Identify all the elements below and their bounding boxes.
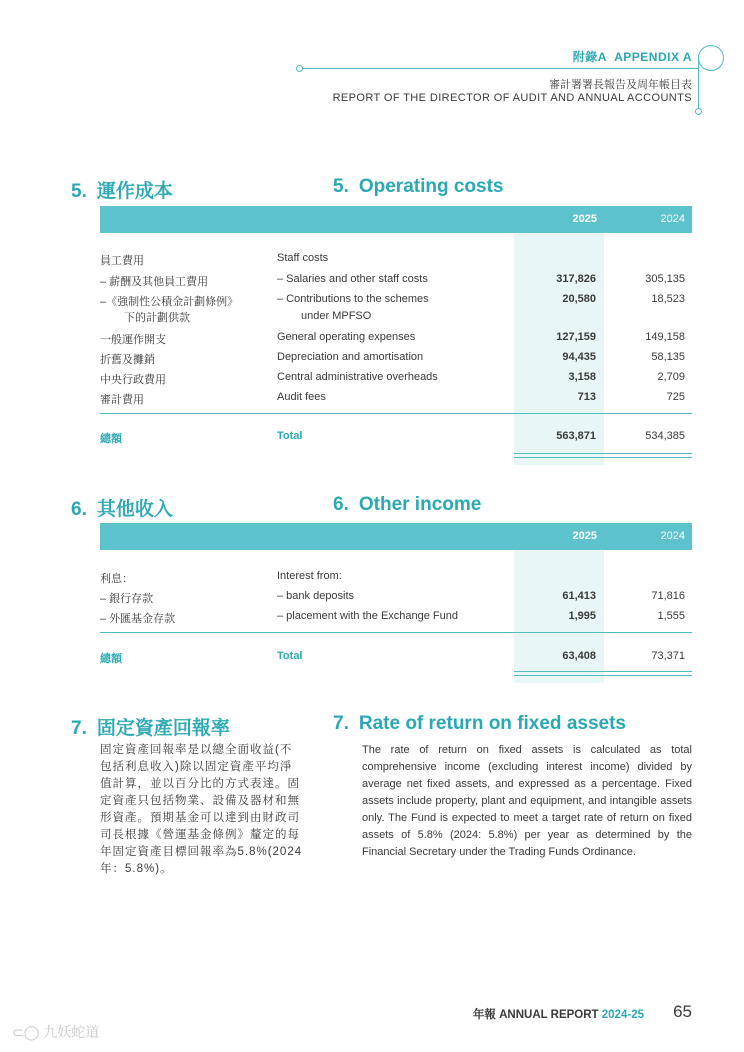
row-value-2025: 317,826 <box>556 273 596 285</box>
row-value-2025: 713 <box>577 391 596 403</box>
total-value-2025: 563,871 <box>556 430 596 442</box>
row-label-zh: 審計費用 <box>100 394 144 406</box>
watermark-icon: ⊂◯ <box>12 1024 40 1040</box>
row-value-2024: 18,523 <box>651 293 685 305</box>
header-rule-dot <box>296 65 303 72</box>
row-label-zh: – 外匯基金存款 <box>100 613 176 625</box>
row-label-zh: – 銀行存款 <box>100 593 154 605</box>
section7-heading-zh: 固定資產回報率 <box>96 718 230 739</box>
row-value-2025: 127,159 <box>556 331 596 343</box>
total-label-zh: 總額 <box>100 653 122 665</box>
page-number: 65 <box>673 1002 692 1021</box>
row-label-en: General operating expenses <box>277 331 416 343</box>
section6-year-current: 2025 <box>572 530 597 542</box>
section5-double-rule-bottom <box>514 457 692 458</box>
row-label-zh: 折舊及攤銷 <box>100 354 155 366</box>
section5-heading-en: Operating costs <box>358 176 504 197</box>
row-label-zh: 一般運作開支 <box>100 334 166 346</box>
section7-number-zh: 7. <box>71 718 87 739</box>
row-value-2024: 2,709 <box>657 371 685 383</box>
row-value-2025: 3,158 <box>568 371 596 383</box>
row-value-2025: 1,995 <box>568 610 596 622</box>
row-value-2025: 94,435 <box>562 351 596 363</box>
section7-number-en: 7. <box>333 713 349 734</box>
row-label-zh-cont: 下的計劃供款 <box>124 312 190 324</box>
appendix-label-en: APPENDIX A <box>614 50 692 64</box>
section5-table-header <box>100 206 692 233</box>
section6-double-rule-top <box>514 671 692 672</box>
row-label-zh: –《強制性公積金計劃條例》 <box>100 296 239 308</box>
row-value-2025: 20,580 <box>562 293 596 305</box>
section5-number-en: 5. <box>333 176 349 197</box>
total-value-2025: 63,408 <box>562 650 596 662</box>
row-label-zh: 員工費用 <box>100 255 144 267</box>
section7-paragraph-zh: 固定資產回報率是以總全面收益(不包括利息收入)除以固定資產平均淨值計算，並以百分比的方式表達。固定資產只包括物業、設備及器材和無形資產。預期基金可以達到由財政司司長根據《營運基金條例》釐定的每年固定資產目標回報率為5.8%(2024年：5.8%)。 <box>100 744 303 875</box>
row-value-2024: 305,135 <box>645 273 685 285</box>
section5-title-zh <box>71 176 173 203</box>
section5-total-rule <box>100 413 692 414</box>
row-label-en: – Salaries and other staff costs <box>277 273 428 285</box>
section7-paragraph-en: The rate of return on fixed assets is calculated as total comprehensive income (excluding interest income) divided by average net fixed assets, and expressed as a percentage. Fixed assets include property, plant and equipment, and intangible assets only. The Fund is expected to meet a target rate of return on fixed assets of 5.8% (2024: 5.8%) per year as determined by the Financial Secretary under the Trading Funds Ordinance. <box>362 744 692 858</box>
row-value-2024: 58,135 <box>651 351 685 363</box>
total-value-2024: 534,385 <box>645 430 685 442</box>
row-value-2024: 149,158 <box>645 331 685 343</box>
section6-title-zh <box>71 494 173 521</box>
row-label-en: Staff costs <box>277 252 329 264</box>
header-rule <box>300 68 698 69</box>
row-value-2024: 1,555 <box>657 610 685 622</box>
appendix-label <box>573 48 692 65</box>
section5-year-previous: 2024 <box>660 213 685 225</box>
section6-total-rule <box>100 632 692 633</box>
row-label-en: Interest from: <box>277 570 342 582</box>
row-label-en: Central administrative overheads <box>277 371 438 383</box>
row-label-zh: 利息： <box>100 573 133 585</box>
section6-table-header <box>100 523 692 550</box>
total-value-2024: 73,371 <box>651 650 685 662</box>
header-vertical-rule-dot <box>695 108 702 115</box>
section5-number-zh: 5. <box>71 181 87 202</box>
row-value-2024: 71,816 <box>651 590 685 602</box>
row-label-en: – Contributions to the schemes <box>277 293 429 305</box>
row-label-en: – bank deposits <box>277 590 355 602</box>
section6-heading-zh: 其他收入 <box>96 499 173 520</box>
section6-year-previous: 2024 <box>660 530 685 542</box>
watermark <box>12 1022 99 1042</box>
row-value-2024: 725 <box>666 391 685 403</box>
total-label-zh: 總額 <box>100 433 122 445</box>
section6-title-en <box>333 494 481 516</box>
report-title-zh: 審計署署長報告及周年帳目表 <box>549 79 692 91</box>
total-label-en: Total <box>277 650 303 662</box>
section6-heading-en: Other income <box>358 494 482 515</box>
footer-label-en: ANNUAL REPORT <box>499 1009 599 1021</box>
section5-year-current: 2025 <box>572 213 597 225</box>
footer-label-zh: 年報 <box>472 1009 496 1021</box>
decorative-circle <box>698 45 724 71</box>
section6-double-rule-bottom <box>514 675 692 676</box>
row-label-en: Audit fees <box>277 391 326 403</box>
row-label-zh: – 薪酬及其他員工費用 <box>100 276 209 288</box>
row-label-en: – placement with the Exchange Fund <box>277 610 459 622</box>
appendix-label-zh: 附錄A <box>572 50 607 64</box>
header-vertical-rule <box>698 58 699 110</box>
footer-label <box>473 1006 644 1022</box>
section6-number-zh: 6. <box>71 499 87 520</box>
total-label-en: Total <box>277 430 303 442</box>
row-label-en-cont: under MPFSO <box>301 310 372 322</box>
section7-title-en <box>333 713 626 735</box>
row-label-en: Depreciation and amortisation <box>277 351 424 363</box>
footer-year: 2024-25 <box>601 1009 644 1021</box>
section5-heading-zh: 運作成本 <box>96 181 173 202</box>
section5-double-rule-top <box>514 453 692 454</box>
row-value-2025: 61,413 <box>562 590 596 602</box>
section6-number-en: 6. <box>333 494 349 515</box>
section7-title-zh <box>71 713 230 740</box>
report-title-en: REPORT OF THE DIRECTOR OF AUDIT AND ANNUAL ACCOUNTS <box>332 92 692 104</box>
watermark-text: 九妖蛇道 <box>43 1024 100 1040</box>
section7-heading-en: Rate of return on fixed assets <box>358 713 626 734</box>
row-label-zh: 中央行政費用 <box>100 374 166 386</box>
section5-title-en <box>333 176 504 198</box>
